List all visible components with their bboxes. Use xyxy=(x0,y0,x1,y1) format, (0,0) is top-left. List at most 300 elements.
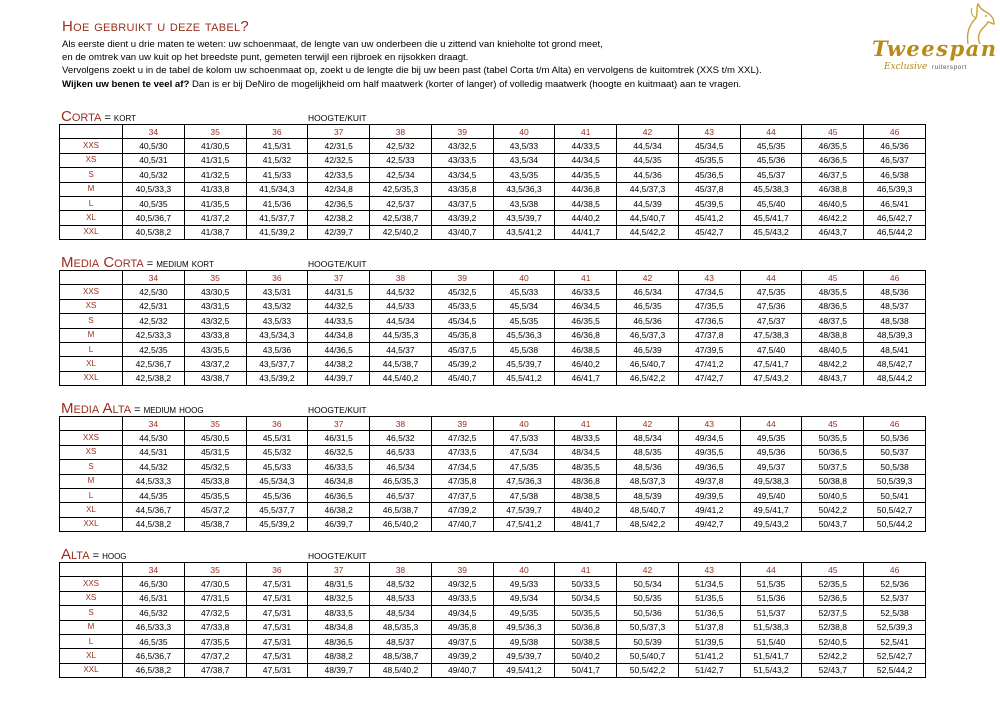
table-cell: 50/38,5 xyxy=(555,634,617,648)
table-cell: 50,5/36 xyxy=(617,606,679,620)
section-subtitle: HOOGTE/KUIT xyxy=(308,405,367,415)
table-cell: 52,5/38 xyxy=(864,606,926,620)
table-cell: 46/35,5 xyxy=(555,314,617,328)
table-cell: 49,5/41,2 xyxy=(493,663,555,677)
table-cell: 44/36,8 xyxy=(555,182,617,196)
table-cell: 45,5/36 xyxy=(246,488,308,502)
table-cell: 47/33,5 xyxy=(431,445,493,459)
table-row xyxy=(60,299,926,313)
table-cell: 47,5/41,2 xyxy=(493,517,555,531)
table-cell: 42,5/38,7 xyxy=(370,211,432,225)
table-cell: 47/42,7 xyxy=(678,371,740,385)
shoe-size-header: 38 xyxy=(370,417,432,431)
table-cell: 50,5/35 xyxy=(617,591,679,605)
table-cell: 46,5/44,2 xyxy=(864,225,926,239)
table-cell: 49/34,5 xyxy=(431,606,493,620)
table-row xyxy=(60,182,926,196)
table-cell: 41,5/31 xyxy=(246,139,308,153)
table-cell: 47,5/39,7 xyxy=(493,503,555,517)
table-cell: 45/33,8 xyxy=(184,474,246,488)
table-cell: 40,5/35 xyxy=(123,196,185,210)
table-cell: 44,5/32 xyxy=(370,285,432,299)
table-cell: 45,5/38,3 xyxy=(740,182,802,196)
table-cell: 50/40,2 xyxy=(555,649,617,663)
table-cell: 40,5/36,7 xyxy=(123,211,185,225)
table-cell: 46,5/31 xyxy=(123,591,185,605)
calf-size-label: XS xyxy=(60,445,123,459)
table-cell: 51,5/36 xyxy=(740,591,802,605)
table-row xyxy=(60,357,926,371)
table-cell: 44,5/37 xyxy=(370,342,432,356)
table-cell: 44,5/36 xyxy=(617,168,679,182)
table-cell: 48,5/35,3 xyxy=(370,620,432,634)
table-cell: 44/34,8 xyxy=(308,328,370,342)
section-title xyxy=(61,254,214,271)
table-cell: 46/36,5 xyxy=(308,488,370,502)
table-cell: 51,5/38,3 xyxy=(740,620,802,634)
section-subtitle: HOOGTE/KUIT xyxy=(308,113,367,123)
intro-line: Vervolgens zoekt u in de tabel de kolom uw schoenmaat op, zoekt u de lengte die bij uw been past (tabel Corta t/m Alta) en vervolgens de kuitomtrek (XXS t/m XXL). xyxy=(62,65,762,77)
table-cell: 45/35,8 xyxy=(431,328,493,342)
table-cell: 43,5/33 xyxy=(246,314,308,328)
table-cell: 47,5/35 xyxy=(493,460,555,474)
table-row xyxy=(60,211,926,225)
shoe-size-header: 40 xyxy=(493,417,555,431)
size-table xyxy=(59,124,926,240)
table-cell: 48/39,7 xyxy=(308,663,370,677)
header-corner-cell xyxy=(60,563,123,577)
table-cell: 47/33,8 xyxy=(184,620,246,634)
table-cell: 43/39,2 xyxy=(431,211,493,225)
table-cell: 42/31,5 xyxy=(308,139,370,153)
calf-size-label: XL xyxy=(60,649,123,663)
table-cell: 47/34,5 xyxy=(678,285,740,299)
table-cell: 41/31,5 xyxy=(184,153,246,167)
table-cell: 43/37,2 xyxy=(184,357,246,371)
table-cell: 45,5/31 xyxy=(246,431,308,445)
calf-size-label: S xyxy=(60,460,123,474)
intro-last: Dan is er bij DeNiro de mogelijkheid om half maatwerk (korter of langer) of volledig maatwerk (hoogte en kuitmaat) aan te vragen. xyxy=(189,78,742,90)
table-cell: 45/42,7 xyxy=(678,225,740,239)
table-cell: 43,5/34 xyxy=(493,153,555,167)
table-cell: 46,5/42,7 xyxy=(864,211,926,225)
shoe-size-header: 43 xyxy=(678,563,740,577)
table-cell: 47/36,5 xyxy=(678,314,740,328)
table-cell: 51,5/41,7 xyxy=(740,649,802,663)
shoe-size-header: 38 xyxy=(370,563,432,577)
table-cell: 44,5/35 xyxy=(123,488,185,502)
table-cell: 46,5/36,7 xyxy=(123,649,185,663)
table-cell: 49/41,2 xyxy=(678,503,740,517)
table-row xyxy=(60,168,926,182)
shoe-size-header: 40 xyxy=(493,563,555,577)
table-cell: 46/38,5 xyxy=(555,342,617,356)
table-cell: 47/32,5 xyxy=(431,431,493,445)
table-cell: 52/36,5 xyxy=(802,591,864,605)
table-cell: 44,5/40,2 xyxy=(370,371,432,385)
table-cell: 47/37,5 xyxy=(431,488,493,502)
table-header-row xyxy=(60,125,926,139)
table-cell: 50,5/38 xyxy=(864,460,926,474)
table-cell: 49,5/35 xyxy=(493,606,555,620)
table-cell: 41/37,2 xyxy=(184,211,246,225)
shoe-size-header: 41 xyxy=(555,563,617,577)
table-cell: 49/39,2 xyxy=(431,649,493,663)
table-cell: 40,5/30 xyxy=(123,139,185,153)
calf-size-label: XL xyxy=(60,211,123,225)
shoe-size-header: 45 xyxy=(802,271,864,285)
section-subtitle: HOOGTE/KUIT xyxy=(308,551,367,561)
table-cell: 48,5/34 xyxy=(617,431,679,445)
table-cell: 46/39,7 xyxy=(308,517,370,531)
table-cell: 48/34,8 xyxy=(308,620,370,634)
shoe-size-header: 46 xyxy=(864,271,926,285)
table-cell: 47/39,2 xyxy=(431,503,493,517)
table-cell: 45/31,5 xyxy=(184,445,246,459)
size-table xyxy=(59,562,926,678)
shoe-size-header: 43 xyxy=(678,125,740,139)
table-cell: 47/34,5 xyxy=(431,460,493,474)
table-cell: 47/35,5 xyxy=(678,299,740,313)
table-cell: 40,5/32 xyxy=(123,168,185,182)
table-cell: 50/33,5 xyxy=(555,577,617,591)
table-cell: 43/38,7 xyxy=(184,371,246,385)
table-cell: 45,5/41,7 xyxy=(740,211,802,225)
table-cell: 49,5/34 xyxy=(493,591,555,605)
calf-size-label: XS xyxy=(60,299,123,313)
table-cell: 49,5/43,2 xyxy=(740,517,802,531)
table-cell: 44,5/34 xyxy=(370,314,432,328)
table-row xyxy=(60,314,926,328)
table-cell: 47/32,5 xyxy=(184,606,246,620)
table-cell: 48/42,2 xyxy=(802,357,864,371)
table-cell: 41,5/36 xyxy=(246,196,308,210)
intro-text xyxy=(62,38,922,91)
calf-size-label: L xyxy=(60,488,123,502)
table-cell: 50,5/39,3 xyxy=(864,474,926,488)
table-cell: 47/38,7 xyxy=(184,663,246,677)
shoe-size-header: 44 xyxy=(740,417,802,431)
shoe-size-header: 44 xyxy=(740,563,802,577)
table-cell: 48,5/42,2 xyxy=(617,517,679,531)
table-cell: 48/38,8 xyxy=(802,328,864,342)
table-row xyxy=(60,328,926,342)
size-table-section xyxy=(59,400,926,532)
table-row xyxy=(60,577,926,591)
table-row xyxy=(60,488,926,502)
table-cell: 45,5/33 xyxy=(246,460,308,474)
table-cell: 49,5/40 xyxy=(740,488,802,502)
table-cell: 44/32,5 xyxy=(308,299,370,313)
calf-size-label: L xyxy=(60,634,123,648)
table-cell: 40,5/38,2 xyxy=(123,225,185,239)
table-row xyxy=(60,285,926,299)
shoe-size-header: 45 xyxy=(802,417,864,431)
table-cell: 43,5/39,2 xyxy=(246,371,308,385)
table-cell: 45,5/40 xyxy=(740,196,802,210)
table-cell: 47,5/31 xyxy=(246,663,308,677)
table-cell: 42,5/33,3 xyxy=(123,328,185,342)
table-cell: 41,5/37,7 xyxy=(246,211,308,225)
table-cell: 49,5/36,3 xyxy=(493,620,555,634)
table-cell: 49/35,8 xyxy=(431,620,493,634)
table-cell: 46/33,5 xyxy=(555,285,617,299)
table-cell: 47,5/31 xyxy=(246,620,308,634)
table-cell: 46/34,5 xyxy=(555,299,617,313)
table-cell: 52/38,8 xyxy=(802,620,864,634)
logo-subtitle: ruitersport xyxy=(932,64,967,71)
table-cell: 43/33,8 xyxy=(184,328,246,342)
table-row xyxy=(60,649,926,663)
table-cell: 46,5/33,3 xyxy=(123,620,185,634)
calf-size-label: XXS xyxy=(60,139,123,153)
table-cell: 44,5/35,3 xyxy=(370,328,432,342)
table-cell: 51,5/43,2 xyxy=(740,663,802,677)
table-cell: 47,5/43,2 xyxy=(740,371,802,385)
table-cell: 47,5/31 xyxy=(246,591,308,605)
intro-bold: Wijken uw benen te veel af? xyxy=(62,78,190,90)
table-cell: 43,5/41,2 xyxy=(493,225,555,239)
calf-size-label: M xyxy=(60,328,123,342)
calf-size-label: S xyxy=(60,606,123,620)
table-cell: 52/40,5 xyxy=(802,634,864,648)
table-cell: 43/35,5 xyxy=(184,342,246,356)
table-cell: 45,5/37 xyxy=(740,168,802,182)
section-title-main: Alta xyxy=(61,546,90,563)
table-cell: 48/41,7 xyxy=(555,517,617,531)
table-cell: 44/41,7 xyxy=(555,225,617,239)
table-cell: 48,5/32 xyxy=(370,577,432,591)
table-cell: 46,5/42,2 xyxy=(617,371,679,385)
table-cell: 48/36,5 xyxy=(308,634,370,648)
table-cell: 43,5/36 xyxy=(246,342,308,356)
shoe-size-header: 43 xyxy=(678,271,740,285)
table-cell: 43,5/36,3 xyxy=(493,182,555,196)
table-cell: 49,5/33 xyxy=(493,577,555,591)
table-cell: 44,5/34 xyxy=(617,139,679,153)
table-row xyxy=(60,431,926,445)
table-cell: 48,5/40,7 xyxy=(617,503,679,517)
table-cell: 48/34,5 xyxy=(555,445,617,459)
table-cell: 47,5/37 xyxy=(740,314,802,328)
table-cell: 52/37,5 xyxy=(802,606,864,620)
shoe-size-header: 35 xyxy=(184,563,246,577)
table-cell: 43/37,5 xyxy=(431,196,493,210)
page-title: Hoe gebruikt u deze tabel? xyxy=(62,18,250,35)
logo-script: Exclusive xyxy=(884,62,928,72)
table-cell: 48,5/37 xyxy=(370,634,432,648)
header-corner-cell xyxy=(60,271,123,285)
table-cell: 46,5/38,7 xyxy=(370,503,432,517)
table-header-row xyxy=(60,563,926,577)
table-cell: 46,5/39 xyxy=(617,342,679,356)
table-header-row xyxy=(60,271,926,285)
table-cell: 42,5/31 xyxy=(123,299,185,313)
table-cell: 44/33,5 xyxy=(555,139,617,153)
logo-name: Tweespan xyxy=(872,36,998,61)
table-cell: 43,5/38 xyxy=(493,196,555,210)
table-cell: 42/34,8 xyxy=(308,182,370,196)
table-cell: 43/32,5 xyxy=(184,314,246,328)
table-cell: 49/35,5 xyxy=(678,445,740,459)
table-cell: 43,5/33 xyxy=(493,139,555,153)
shoe-size-header: 39 xyxy=(431,417,493,431)
table-cell: 49,5/36 xyxy=(740,445,802,459)
table-cell: 43/30,5 xyxy=(184,285,246,299)
calf-size-label: L xyxy=(60,196,123,210)
table-cell: 49,5/39,7 xyxy=(493,649,555,663)
calf-size-label: M xyxy=(60,182,123,196)
shoe-size-header: 36 xyxy=(246,417,308,431)
table-row xyxy=(60,634,926,648)
calf-size-label: XL xyxy=(60,503,123,517)
table-cell: 50,5/40,7 xyxy=(617,649,679,663)
table-cell: 46/36,8 xyxy=(555,328,617,342)
table-cell: 48,5/41 xyxy=(864,342,926,356)
table-cell: 45/35,5 xyxy=(678,153,740,167)
table-cell: 47,5/34 xyxy=(493,445,555,459)
table-cell: 46/40,2 xyxy=(555,357,617,371)
shoe-size-header: 44 xyxy=(740,271,802,285)
table-cell: 45/40,7 xyxy=(431,371,493,385)
table-cell: 51/37,8 xyxy=(678,620,740,634)
table-cell: 44,5/33,3 xyxy=(123,474,185,488)
table-cell: 47,5/38 xyxy=(493,488,555,502)
table-cell: 49/32,5 xyxy=(431,577,493,591)
shoe-size-header: 38 xyxy=(370,125,432,139)
table-cell: 47/35,5 xyxy=(184,634,246,648)
intro-line xyxy=(62,78,922,91)
table-cell: 43,5/32 xyxy=(246,299,308,313)
table-cell: 51/36,5 xyxy=(678,606,740,620)
table-cell: 48/40,5 xyxy=(802,342,864,356)
table-cell: 42,5/33 xyxy=(370,153,432,167)
table-cell: 43/32,5 xyxy=(431,139,493,153)
table-cell: 49/42,7 xyxy=(678,517,740,531)
table-cell: 48/32,5 xyxy=(308,591,370,605)
header-corner-cell xyxy=(60,125,123,139)
size-table xyxy=(59,270,926,386)
table-cell: 45,5/41,2 xyxy=(493,371,555,385)
table-row xyxy=(60,517,926,531)
table-cell: 49/37,5 xyxy=(431,634,493,648)
intro-line: Als eerste dient u drie maten te weten: uw schoenmaat, de lengte van uw onderbeen die u zittend van knieholte tot grond meet, xyxy=(62,39,603,50)
table-cell: 44/39,7 xyxy=(308,371,370,385)
table-cell: 41/33,8 xyxy=(184,182,246,196)
shoe-size-header: 35 xyxy=(184,271,246,285)
table-cell: 42,5/40,2 xyxy=(370,225,432,239)
table-cell: 48/33,5 xyxy=(555,431,617,445)
table-cell: 44/40,2 xyxy=(555,211,617,225)
table-cell: 48,5/36 xyxy=(864,285,926,299)
shoe-size-header: 46 xyxy=(864,125,926,139)
section-title xyxy=(61,400,204,417)
table-cell: 42/32,5 xyxy=(308,153,370,167)
table-cell: 52,5/36 xyxy=(864,577,926,591)
table-cell: 45/30,5 xyxy=(184,431,246,445)
table-cell: 44,5/30 xyxy=(123,431,185,445)
table-cell: 48,5/36 xyxy=(617,460,679,474)
table-cell: 45,5/32 xyxy=(246,445,308,459)
table-cell: 45/32,5 xyxy=(431,285,493,299)
table-cell: 48/35,5 xyxy=(555,460,617,474)
shoe-size-header: 46 xyxy=(864,417,926,431)
table-cell: 45,5/36,3 xyxy=(493,328,555,342)
section-title-main: Media Corta xyxy=(61,254,144,271)
table-cell: 44,5/40,7 xyxy=(617,211,679,225)
table-cell: 51/42,7 xyxy=(678,663,740,677)
section-subtitle: HOOGTE/KUIT xyxy=(308,259,367,269)
table-cell: 48,5/39 xyxy=(617,488,679,502)
table-cell: 41/30,5 xyxy=(184,139,246,153)
table-cell: 51/41,2 xyxy=(678,649,740,663)
table-cell: 46/33,5 xyxy=(308,460,370,474)
shoe-size-header: 39 xyxy=(431,563,493,577)
table-cell: 45/39,2 xyxy=(431,357,493,371)
table-cell: 46/40,5 xyxy=(802,196,864,210)
calf-size-label: M xyxy=(60,474,123,488)
shoe-size-header: 37 xyxy=(308,271,370,285)
table-cell: 50,5/44,2 xyxy=(864,517,926,531)
table-cell: 46/38,2 xyxy=(308,503,370,517)
table-cell: 48/36,5 xyxy=(802,299,864,313)
table-cell: 43,5/37,7 xyxy=(246,357,308,371)
table-cell: 49,5/41,7 xyxy=(740,503,802,517)
table-cell: 46/41,7 xyxy=(555,371,617,385)
table-cell: 45/38,7 xyxy=(184,517,246,531)
table-cell: 46/38,8 xyxy=(802,182,864,196)
calf-size-label: XS xyxy=(60,591,123,605)
table-cell: 47/37,2 xyxy=(184,649,246,663)
shoe-size-header: 42 xyxy=(617,125,679,139)
shoe-size-header: 41 xyxy=(555,271,617,285)
table-cell: 47,5/41,7 xyxy=(740,357,802,371)
table-cell: 46,5/34 xyxy=(370,460,432,474)
table-cell: 41/32,5 xyxy=(184,168,246,182)
size-table-section xyxy=(59,546,926,678)
table-cell: 50,5/36 xyxy=(864,431,926,445)
table-cell: 50/43,7 xyxy=(802,517,864,531)
shoe-size-header: 38 xyxy=(370,271,432,285)
shoe-size-header: 43 xyxy=(678,417,740,431)
table-row xyxy=(60,371,926,385)
table-cell: 44,5/39 xyxy=(617,196,679,210)
table-cell: 40,5/33,3 xyxy=(123,182,185,196)
table-cell: 45/36,5 xyxy=(678,168,740,182)
table-cell: 48,5/39,3 xyxy=(864,328,926,342)
table-cell: 48,5/42,7 xyxy=(864,357,926,371)
table-cell: 47,5/38,3 xyxy=(740,328,802,342)
shoe-size-header: 42 xyxy=(617,271,679,285)
table-cell: 48/35,5 xyxy=(802,285,864,299)
table-cell: 45,5/37,7 xyxy=(246,503,308,517)
table-cell: 48,5/38,7 xyxy=(370,649,432,663)
table-cell: 46/35,5 xyxy=(802,139,864,153)
table-cell: 42,5/32 xyxy=(123,314,185,328)
shoe-size-header: 45 xyxy=(802,563,864,577)
shoe-size-header: 36 xyxy=(246,271,308,285)
table-cell: 44,5/38,7 xyxy=(370,357,432,371)
table-cell: 46,5/39,3 xyxy=(864,182,926,196)
table-row xyxy=(60,342,926,356)
table-cell: 43/40,7 xyxy=(431,225,493,239)
shoe-size-header: 34 xyxy=(123,417,185,431)
table-row xyxy=(60,663,926,677)
calf-size-label: XXL xyxy=(60,371,123,385)
table-cell: 45,5/39,2 xyxy=(246,517,308,531)
table-cell: 45/37,2 xyxy=(184,503,246,517)
table-cell: 48/31,5 xyxy=(308,577,370,591)
